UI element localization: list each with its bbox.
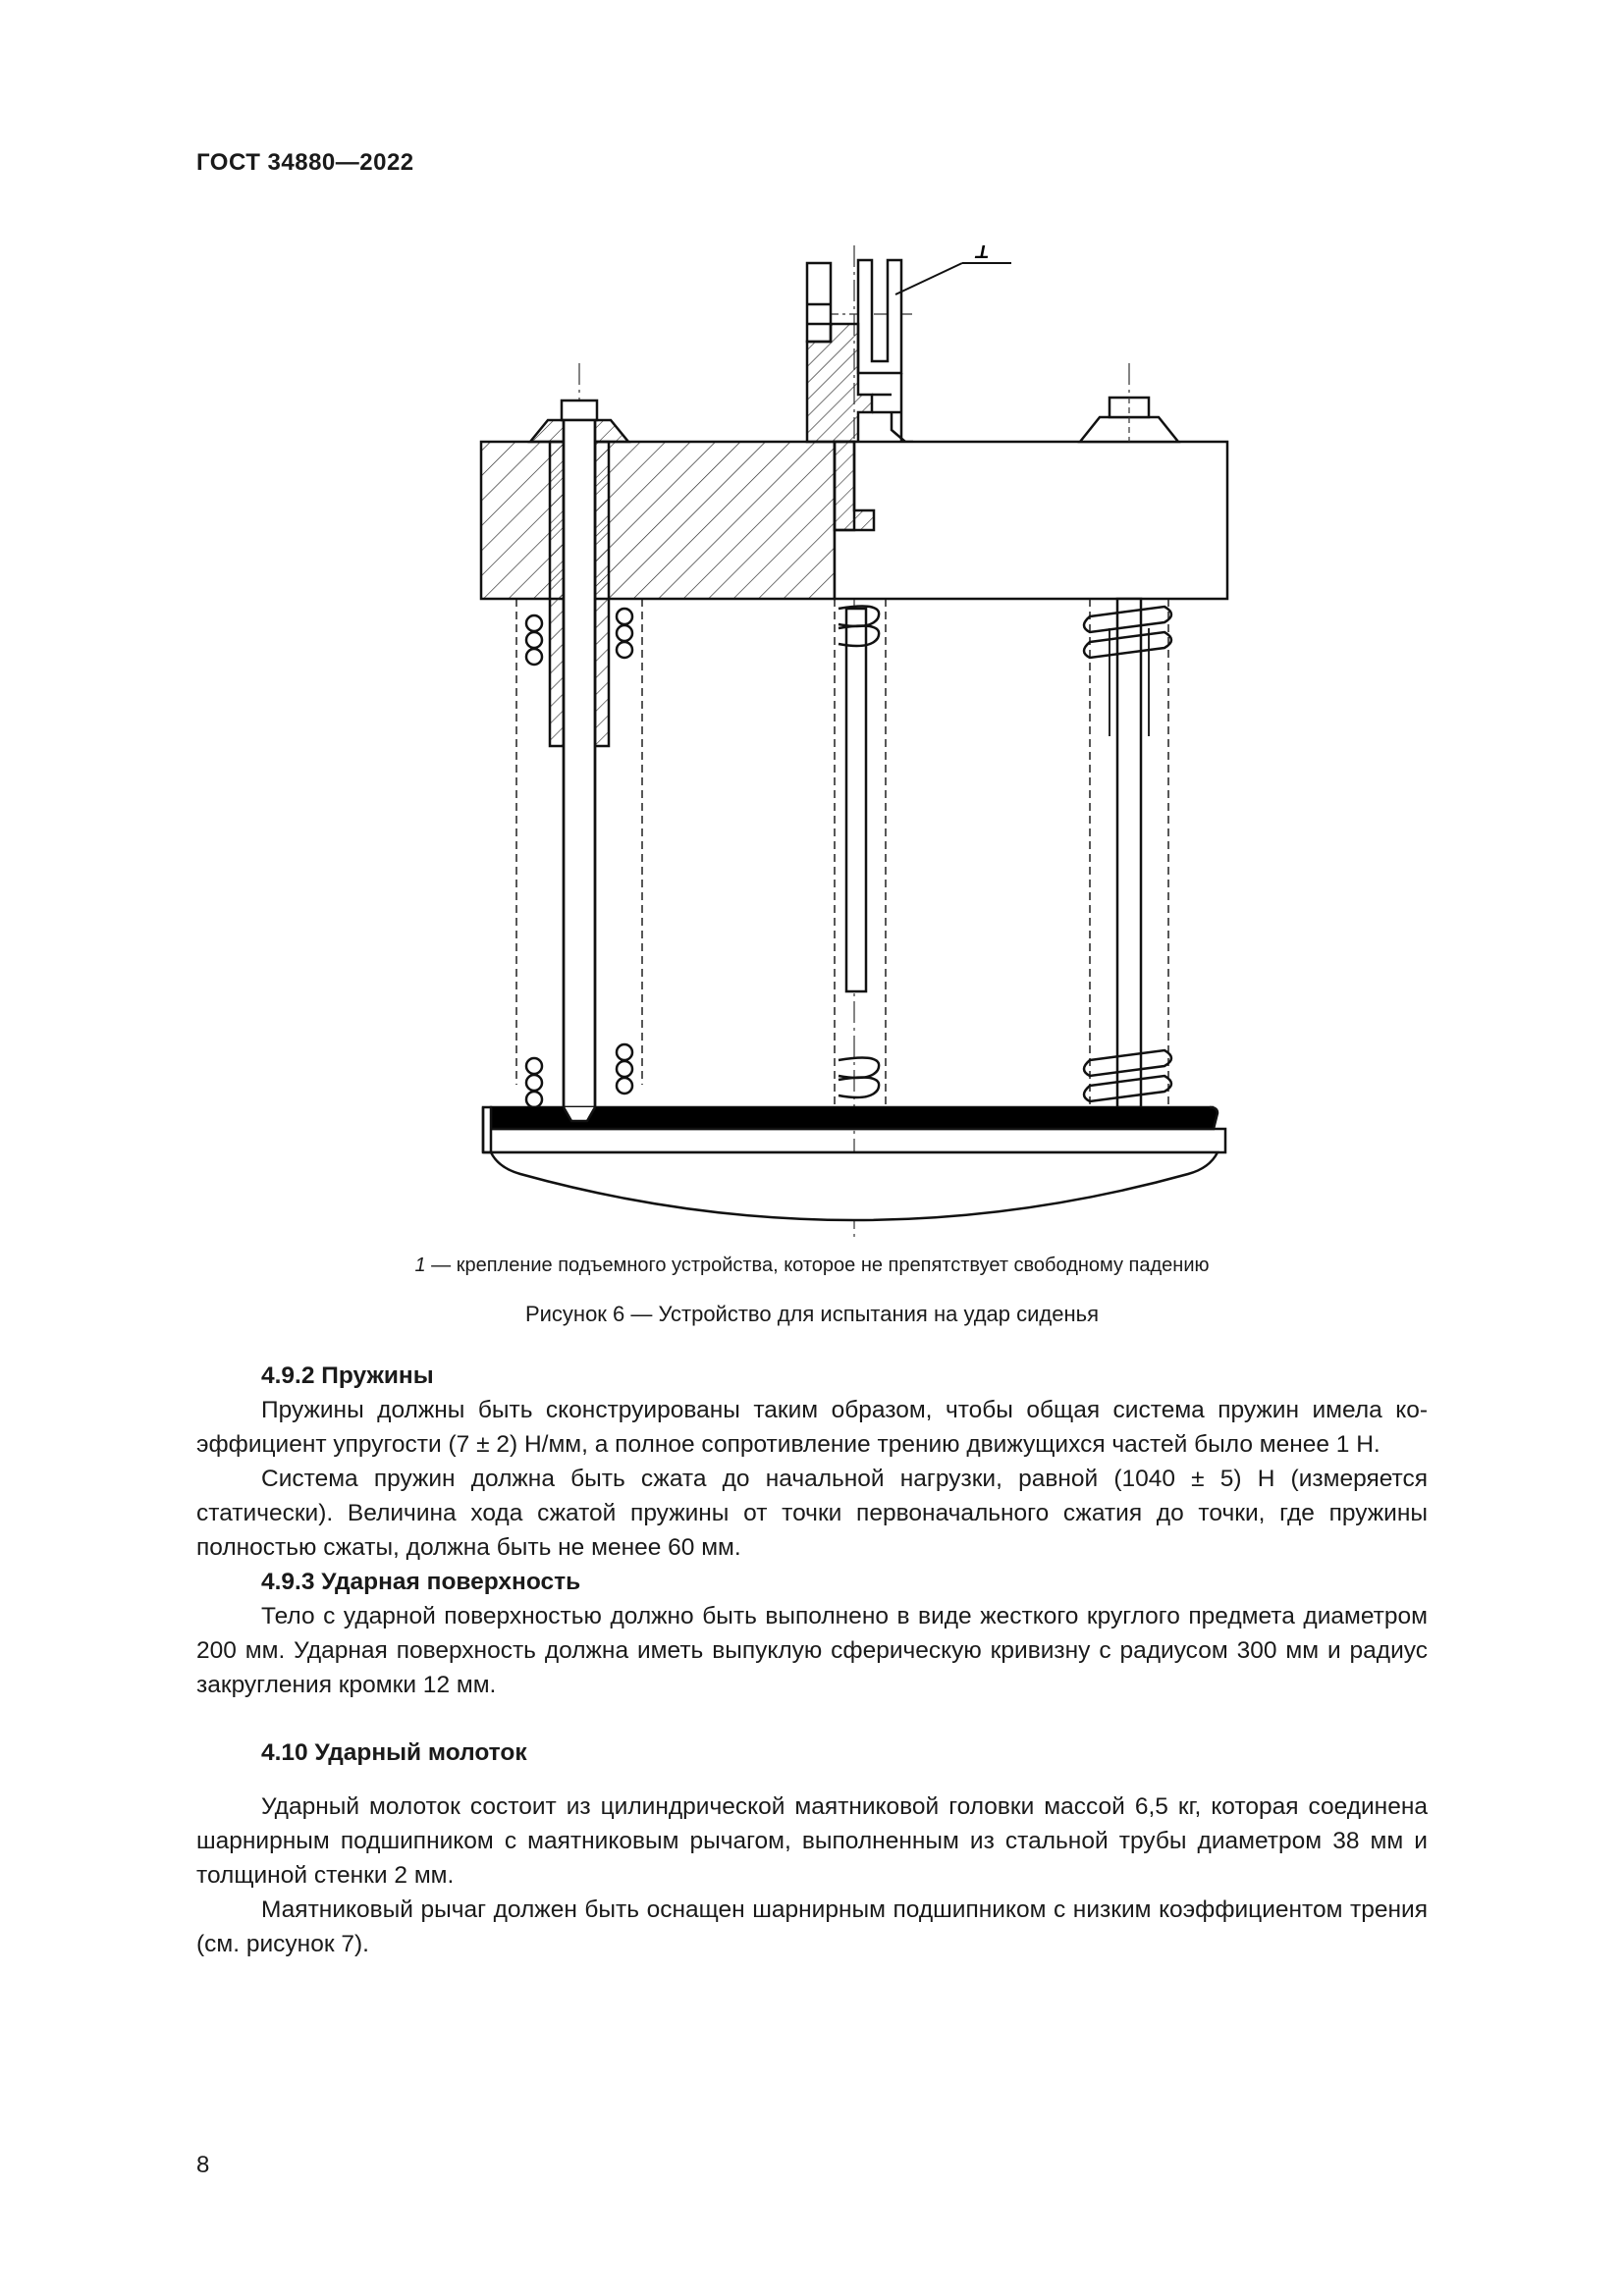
lifting-bracket [807,260,913,442]
paragraph: Тело с ударной поверхностью должно быть выполнено в виде жесткого круглого предмета диаметром 200 мм. Ударная поверхность должна иметь выпуклую сферическую кривизну с радиусом 300 мм и радиус закругления кромки 12 мм. [196,1603,1428,1698]
legend-number: 1 [414,1255,426,1276]
figure-6-drawing [461,245,1247,1247]
callout-number: 1 [974,245,991,265]
body-text [196,1359,1428,1961]
impact-device-diagram [461,245,1247,1247]
section-heading-4-9-2: 4.9.2 Пружины [261,1362,434,1389]
left-guide-rod [550,420,609,1107]
legend-text: — крепление подъемного устройства, которое не препятствует свободному падению [425,1255,1210,1276]
page-number: 8 [196,2152,210,2178]
callout-1 [895,263,1011,294]
paragraph: Пружины должны быть сконструированы таким образом, чтобы общая система пружин имела коэффициент упругости (7 ± 2) Н/мм, а полное сопротивление трению движущихся частей было менее 1 Н. [196,1397,1428,1458]
figure-caption: Рисунок 6 — Устройство для испытания на удар сиденья [524,1302,1100,1326]
document-header: ГОСТ 34880—2022 [196,149,414,176]
impact-surface [491,1152,1218,1220]
paragraph: Система пружин должна быть сжата до начальной нагрузки, равной (1040 ± 5) Н (измеряется статически). Величина хода сжатой пружины от точки первоначального сжатия до точки, где пружины полностью сжаты, должна быть не менее 60 мм. [196,1466,1428,1561]
paragraph: Маятниковый рычаг должен быть оснащен шарнирным подшипником с низким коэффициентом трения (см. рисунок 7). [196,1896,1428,1957]
section-heading-4-10: 4.10 Ударный молоток [261,1739,527,1766]
figure-legend [0,1255,1624,1277]
middle-spring [835,599,886,1107]
right-nut [1080,398,1178,442]
paragraph: Ударный молоток состоит из цилиндрической маятниковой головки массой 6,5 кг, которая соединена шарнирным подшипником с маятниковым рычагом, выполненным из стальной трубы диаметром 38 мм и толщиной стенки 2 мм. [196,1793,1428,1889]
right-spring [1084,599,1171,1107]
section-heading-4-9-3: 4.9.3 Ударная поверхность [261,1569,581,1595]
